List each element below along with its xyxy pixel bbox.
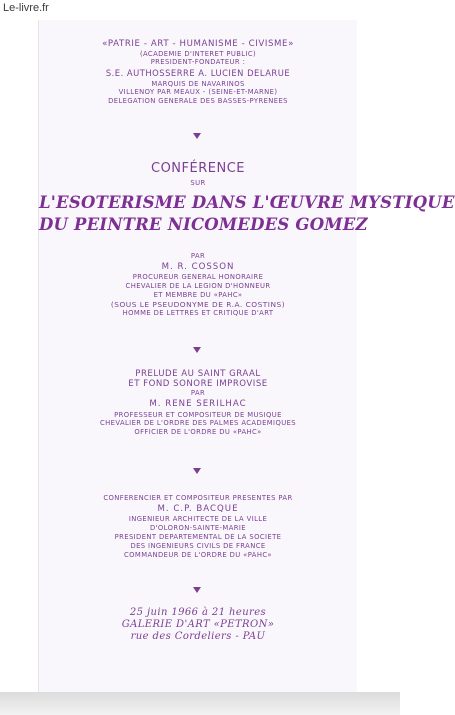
composer-title-1: INGENIEUR ARCHITECTE DE LA VILLE	[128, 515, 268, 524]
event-address: rue des Cordeliers - PAU	[130, 631, 266, 642]
watermark-text: Le-livre.fr	[3, 2, 49, 14]
composer-title-3: PRESIDENT DEPARTEMENTAL DE LA SOCIETE	[114, 532, 282, 541]
composer-title-2: D'OLORON-SAINTE-MARIE	[150, 524, 246, 533]
divider-triangle-3	[193, 468, 201, 474]
prelude-title-2: CHEVALIER DE L'ORDRE DES PALMES ACADEMIQUES	[99, 419, 296, 428]
header-marquis: MARQUIS DE NAVARINOS	[151, 79, 245, 88]
divider-triangle-1	[193, 133, 201, 139]
composer-name: M. C.P. BACQUE	[157, 503, 239, 514]
divider-triangle-2	[193, 347, 201, 353]
header-address: VILLENOY PAR MEAUX - (SEINE-ET-MARNE)	[118, 88, 278, 97]
conference-block	[39, 161, 455, 235]
speaker-name: M. R. COSSON	[161, 261, 235, 272]
speaker-par: PAR	[190, 252, 206, 260]
composer-title-5: COMMANDEUR DE L'ORDRE DU «PAHC»	[124, 550, 272, 559]
divider-triangle-4	[193, 587, 201, 593]
speaker-title-2: CHEVALIER DE LA LEGION D'HONNEUR	[125, 282, 271, 291]
conference-sur: SUR	[190, 179, 206, 187]
speaker-title-5: HOMME DE LETTRES ET CRITIQUE D'ART	[122, 309, 274, 318]
prelude-line2: ET FOND SONORE IMPROVISE	[128, 378, 268, 389]
header-motto: «PATRIE - ART - HUMANISME - CIVISME»	[102, 39, 294, 49]
prelude-title-3: OFFICIER DE L'ORDRE DU «PAHC»	[134, 428, 262, 437]
event-block	[39, 608, 357, 642]
conference-title-line2: DU PEINTRE NICOMEDES GOMEZ	[39, 215, 368, 235]
header-delegation: DELEGATION GENERALE DES BASSES-PYRENEES	[108, 97, 288, 106]
prelude-par: PAR	[190, 389, 206, 398]
header-academie: (ACADEMIE D'INTERET PUBLIC)	[139, 49, 257, 58]
prelude-name: M. RENE SERILHAC	[149, 398, 247, 409]
header-president-name: S.E. AUTHOSSERRE A. LUCIEN DELARUE	[105, 68, 291, 79]
prelude-title-1: PROFESSEUR ET COMPOSITEUR DE MUSIQUE	[114, 410, 282, 419]
speaker-block	[39, 253, 357, 317]
conference-title-line1: L'ESOTERISME DANS L'ŒUVRE MYSTIQUE	[39, 192, 455, 212]
prelude-block	[39, 370, 357, 436]
header-president-label: PRESIDENT-FONDATEUR :	[150, 58, 246, 67]
composer-title-4: DES INGENIEURS CIVILS DE FRANCE	[130, 541, 266, 550]
composer-intro: CONFERENCIER ET COMPOSITEUR PRESENTES PAR	[103, 494, 293, 502]
document-page	[38, 20, 455, 692]
prelude-line1: PRELUDE AU SAINT GRAAL	[135, 369, 261, 379]
event-venue: GALERIE D'ART «PETRON»	[121, 619, 275, 630]
header-block	[39, 40, 357, 105]
speaker-title-3: ET MEMBRE DU «PAHC»	[153, 290, 243, 299]
speaker-title-4: (SOUS LE PSEUDONYME DE R.A. COSTINS)	[110, 299, 286, 309]
conference-label: CONFÉRENCE	[151, 161, 245, 176]
speaker-title-1: PROCUREUR GENERAL HONORAIRE	[132, 273, 264, 282]
composer-block	[39, 495, 357, 558]
event-date: 25 juin 1966 à 21 heures	[129, 607, 267, 618]
page-bottom-edge	[0, 692, 400, 715]
